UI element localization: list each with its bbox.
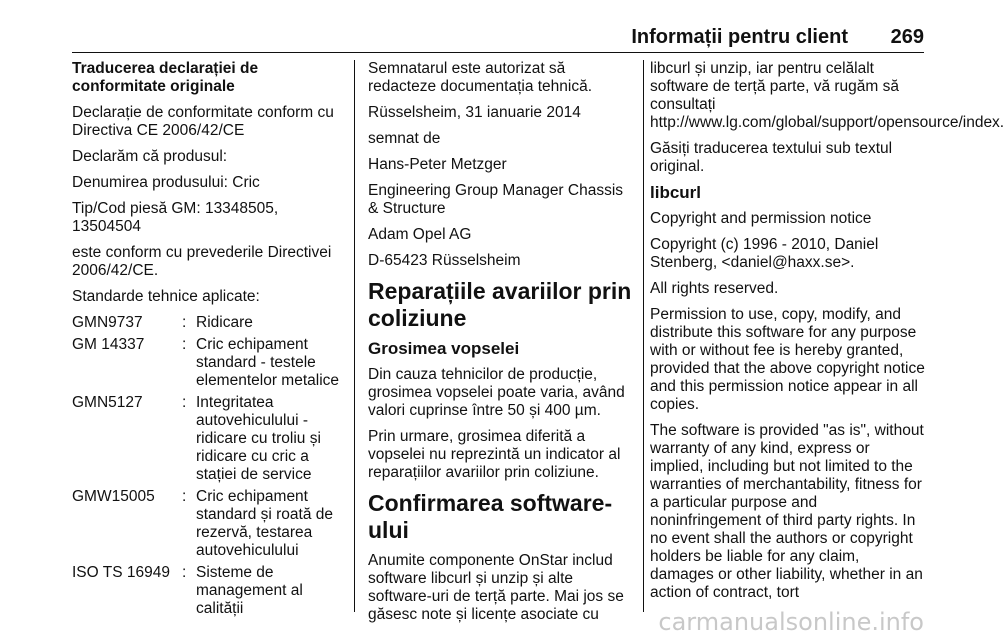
- page-number: 269: [890, 26, 924, 48]
- paragraph: Denumirea produsului: Cric: [72, 174, 260, 191]
- standard-separator: :: [182, 314, 187, 331]
- paragraph: semnat de: [368, 130, 441, 147]
- standard-separator: :: [182, 488, 187, 505]
- table-row: [72, 488, 344, 564]
- paragraph: Standarde tehnice aplicate:: [72, 288, 260, 305]
- declaration-heading: Traducerea declarației de conformitate originale: [72, 60, 259, 95]
- subsection-heading-paint-thickness: Grosimea vopselei: [368, 339, 520, 358]
- watermark: carmanualsonline.info: [658, 608, 924, 636]
- standards-table: [72, 314, 344, 622]
- standard-separator: :: [182, 564, 187, 581]
- paragraph: Copyright and permission notice: [650, 210, 872, 227]
- paragraph: Anumite componente OnStar includ software libcurl și unzip și alte software-uri de terță parte. Mai jos se găsesc note și licențe asociate cu: [368, 552, 624, 623]
- paragraph: Permission to use, copy, modify, and distribute this software for any purpose with or without fee is hereby granted, provided that the above copyright notice and this permission notice appear in all copies.: [650, 306, 925, 413]
- standard-separator: :: [182, 394, 187, 411]
- standard-description: Integritatea autovehiculului - ridicare cu troliu și ridicare cu cric a stației de service: [196, 394, 321, 483]
- paragraph: Engineering Group Manager Chassis & Structure: [368, 182, 624, 217]
- table-row: [72, 336, 344, 394]
- paragraph: Declarație de conformitate conform cu Directiva CE 2006/42/CE: [72, 104, 334, 139]
- paragraph: Copyright (c) 1996 - 2010, Daniel Stenberg, <daniel@haxx.se>.: [650, 236, 879, 271]
- paragraph: The software is provided "as is", without warranty of any kind, express or implied, including but not limited to the warranties of merchantability, fitness for a particular purpose and noninfringement of third party rights. In no event shall the authors or copyright holders be liable for any claim, damages or other liability, whether in an action of contract, tort: [650, 422, 924, 601]
- subsection-heading-libcurl: libcurl: [650, 183, 702, 202]
- column-3: [650, 60, 1004, 610]
- standard-description: Cric echipament standard - testele elementelor metalice: [196, 336, 340, 389]
- paragraph: D-65423 Rüsselsheim: [368, 252, 521, 269]
- paragraph: Prin urmare, grosimea diferită a vopselei nu reprezintă un indicator al reparațiilor avariilor prin coliziune.: [368, 428, 621, 481]
- section-heading-collision-repairs: Reparațiile avariilor prin coliziune: [368, 278, 632, 331]
- page-title: Informații pentru client: [631, 26, 848, 48]
- section-heading-software-acknowledgement: Confirmarea software-ului: [368, 490, 613, 543]
- column-divider-2: [643, 60, 644, 612]
- standard-separator: :: [182, 336, 187, 353]
- paragraph: Din cauza tehnicilor de producție, grosimea vopselei poate varia, având valori cuprinse între 50 și 400 µm.: [368, 366, 625, 419]
- paragraph: All rights reserved.: [650, 280, 779, 297]
- table-row: [72, 394, 344, 488]
- paragraph: Rüsselsheim, 31 ianuarie 2014: [368, 104, 581, 121]
- standard-code: GMN5127: [72, 394, 143, 411]
- standard-code: ISO TS 16949: [72, 564, 170, 581]
- paragraph: Găsiți traducerea textului sub textul original.: [650, 140, 893, 175]
- column-1: [72, 60, 344, 622]
- paragraph: Semnatarul este autorizat să redacteze documentația tehnică.: [368, 60, 593, 95]
- standard-code: GMW15005: [72, 488, 155, 505]
- column-2: [368, 60, 634, 632]
- table-row: [72, 564, 344, 622]
- column-divider-1: [354, 60, 355, 612]
- table-row: [72, 314, 344, 336]
- standard-description: Ridicare: [196, 314, 253, 331]
- paragraph: Adam Opel AG: [368, 226, 472, 243]
- standard-code: GM 14337: [72, 336, 145, 353]
- paragraph: Tip/Cod piesă GM: 13348505, 13504504: [72, 200, 279, 235]
- paragraph: Hans-Peter Metzger: [368, 156, 507, 173]
- paragraph: este conform cu prevederile Directivei 2006/42/CE.: [72, 244, 332, 279]
- standard-description: Sisteme de management al calității: [196, 564, 303, 617]
- standard-code: GMN9737: [72, 314, 143, 331]
- standard-description: Cric echipament standard și roată de rezervă, testarea autovehiculului: [196, 488, 334, 559]
- paragraph: libcurl și unzip, iar pentru celălalt software de terță parte, vă rugăm să consultați http://www.lg.com/global/support/opensource/index.: [650, 60, 1004, 131]
- page-header: [72, 24, 924, 53]
- paragraph: Declarăm că produsul:: [72, 148, 228, 165]
